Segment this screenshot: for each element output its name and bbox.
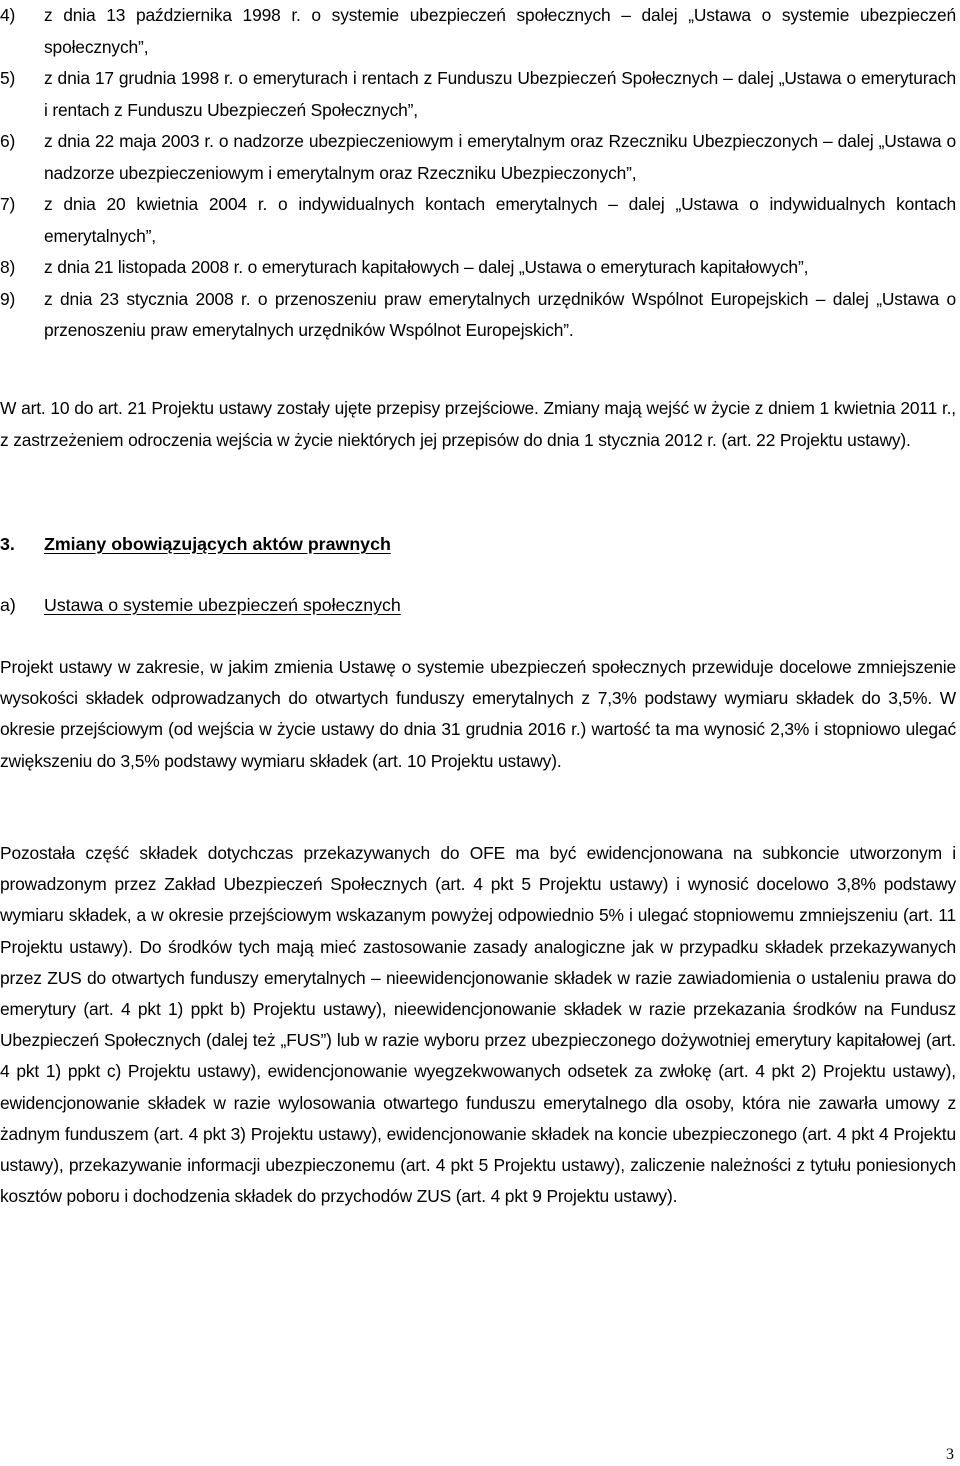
list-item-number: 6) — [0, 131, 16, 151]
list-item-text: z dnia 21 listopada 2008 r. o emeryturach kapitałowych – dalej „Ustawa o emeryturach kapitałowych”, — [44, 257, 809, 277]
section-heading — [0, 532, 391, 556]
list-item-text: z dnia 13 października 1998 r. o systemie ubezpieczeń społecznych – dalej „Ustawa o systemie ubezpieczeń społecznych”, — [44, 5, 956, 57]
list-item — [0, 252, 956, 284]
body-paragraph-2: Pozostała część składek dotychczas przekazywanych do OFE ma być ewidencjonowana na subkoncie utworzonym i prowadzonym przez Zakład Ubezpieczeń Społecznych (art. 4 pkt 5 Projektu ustawy) i wynosić docelowo 3,8% podstawy wymiaru składek, a w okresie przejściowym wskazanym powyżej odpowiednio 5% i ulegać stopniowemu zmniejszeniu (art. 11 Projektu ustawy). Do środków tych mają mieć zastosowanie zasady analogiczne jak w przypadku składek przekazywanych przez ZUS do otwartych funduszy emerytalnych – nieewidencjonowanie składek w razie zawiadomienia o ustaleniu prawa do emerytury (art. 4 pkt 1) ppkt b) Projektu ustawy), nieewidencjonowanie składek w razie przekazania środków na Fundusz Ubezpieczeń Społecznych (dalej też „FUS”) lub w razie wyboru przez ubezpieczonego dożywotniej emerytury kapitałowej (art. 4 pkt 1) ppkt c) Projektu ustawy), ewidencjonowanie wyegzekwowanych odsetek za zwłokę (art. 4 pkt 2) Projektu ustawy), ewidencjonowanie składek w razie wylosowania otwartego funduszu emerytalnego dla osoby, która nie zawarła umowy z żadnym funduszem (art. 4 pkt 3) Projektu ustawy), ewidencjonowanie składek na koncie ubezpieczonego (art. 4 pkt 4 Projektu ustawy), przekazywanie informacji ubezpieczonemu (art. 4 pkt 5 Projektu ustawy), zaliczenie należności z tytułu poniesionych kosztów poboru i dochodzenia składek do przychodów ZUS (art. 4 pkt 9 Projektu ustawy). — [0, 843, 956, 1207]
list-item-text: z dnia 20 kwietnia 2004 r. o indywidualnych kontach emerytalnych – dalej „Ustawa o indywidualnych kontach emerytalnych”, — [44, 194, 956, 246]
page-number: 3 — [946, 1446, 954, 1463]
list-item-text: z dnia 17 grudnia 1998 r. o emeryturach i rentach z Funduszu Ubezpieczeń Społecznych – dalej „Ustawa o emeryturach i rentach z Funduszu Ubezpieczeń Społecznych”, — [44, 68, 956, 120]
list-item — [0, 0, 956, 63]
list-item-text: z dnia 23 stycznia 2008 r. o przenoszeniu praw emerytalnych urzędników Wspólnot Europejskich – dalej „Ustawa o przenoszeniu praw emerytalnych urzędników Wspólnot Europejskich”. — [44, 288, 956, 340]
transitional-provisions-paragraph: W art. 10 do art. 21 Projektu ustawy zostały ujęte przepisy przejściowe. Zmiany mają wejść w życie z dniem 1 kwietnia 2011 r., z zastrzeżeniem odroczenia wejścia w życie niektórych jej przepisów do dnia 1 stycznia 2012 r. (art. 22 Projektu ustawy). — [0, 398, 956, 450]
body-paragraph-1: Projekt ustawy w zakresie, w jakim zmienia Ustawę o systemie ubezpieczeń społecznych przewiduje docelowe zmniejszenie wysokości składek odprowadzanych do otwartych funduszy emerytalnych z 7,3% podstawy wymiaru składek do 3,5%. W okresie przejściowym (od wejścia w życie ustawy do dnia 31 grudnia 2016 r.) wartość ta ma wynosić 2,3% i stopniowo ulegać zwiększeniu do 3,5% podstawy wymiaru składek (art. 10 Projektu ustawy). — [0, 657, 956, 771]
acts-list — [0, 0, 956, 347]
list-item-number: 4) — [0, 5, 16, 25]
subsection-letter: a) — [0, 595, 16, 615]
list-item-number: 5) — [0, 68, 16, 88]
list-item — [0, 63, 956, 126]
list-item-number: 7) — [0, 194, 16, 214]
section-number: 3. — [0, 534, 15, 554]
subsection-heading — [0, 593, 401, 617]
list-item — [0, 126, 956, 189]
list-item — [0, 284, 956, 347]
subsection-title: Ustawa o systemie ubezpieczeń społecznych — [44, 595, 401, 615]
list-item-text: z dnia 22 maja 2003 r. o nadzorze ubezpieczeniowym i emerytalnym oraz Rzeczniku Ubezpieczonych – dalej „Ustawa o nadzorze ubezpieczeniowym i emerytalnym oraz Rzeczniku Ubezpieczonych”, — [44, 131, 956, 183]
list-item-number: 9) — [0, 288, 16, 309]
list-item — [0, 189, 956, 252]
list-item-number: 8) — [0, 257, 16, 277]
section-title: Zmiany obowiązujących aktów prawnych — [44, 534, 391, 554]
